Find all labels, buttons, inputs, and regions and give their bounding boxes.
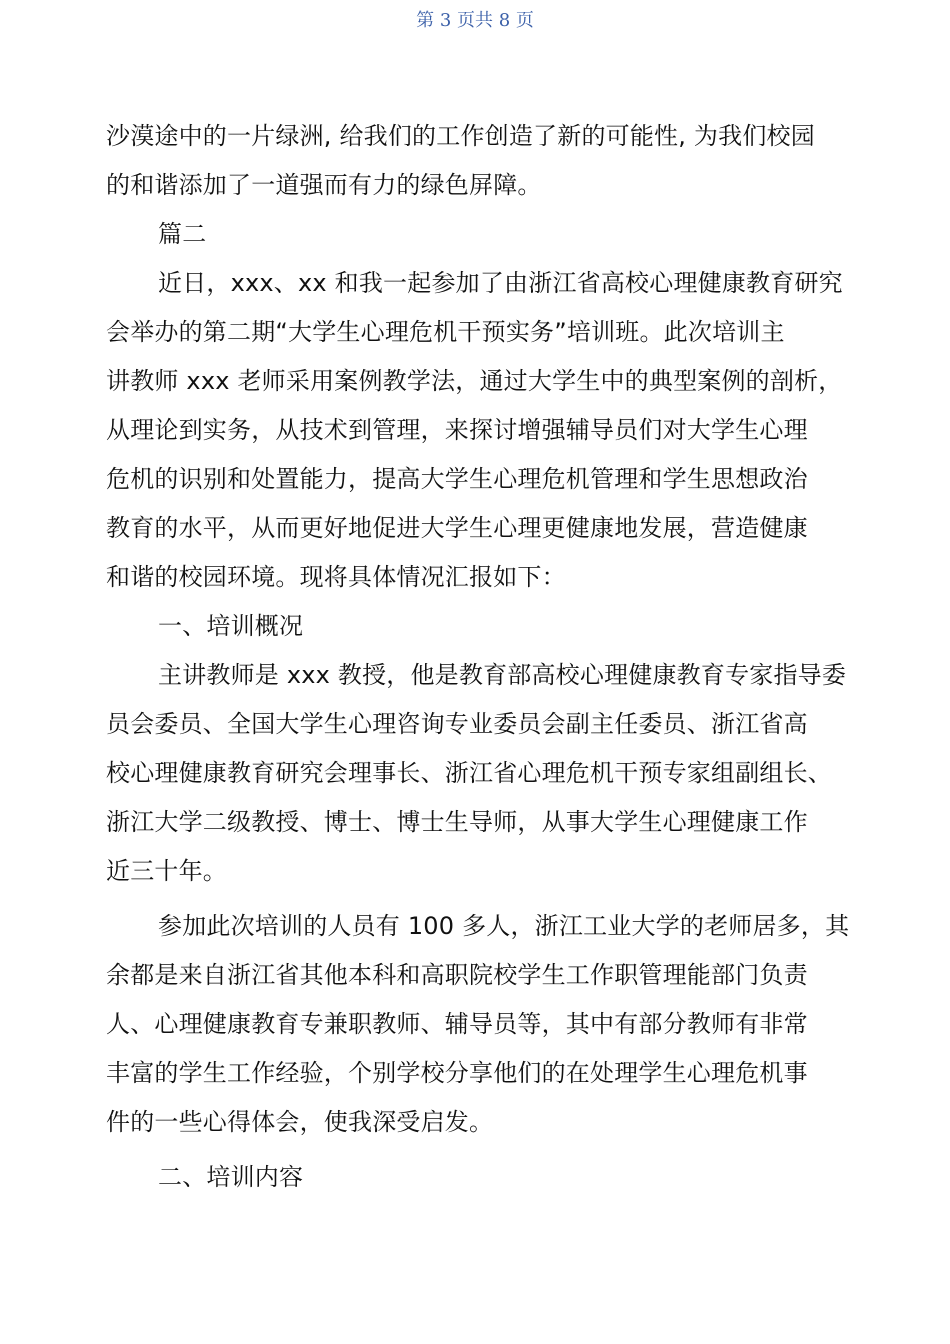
text-line: 危机的识别和处置能力，提高大学生心理危机管理和学生思想政治 bbox=[106, 465, 808, 493]
paragraph-participants bbox=[106, 902, 850, 1147]
text-line: 近三十年。 bbox=[106, 857, 227, 885]
text-line: 从理论到实务，从技术到管理，来探讨增强辅导员们对大学生心理 bbox=[106, 416, 808, 444]
text-line: 员会委员、全国大学生心理咨询专业委员会副主任委员、浙江省高 bbox=[106, 710, 808, 738]
text-line: 的和谐添加了一道强而有力的绿色屏障。 bbox=[106, 171, 542, 199]
heading-text: 二、培训内容 bbox=[158, 1163, 304, 1191]
paragraph-continuation bbox=[106, 112, 842, 210]
text-line: 校心理健康教育研究会理事长、浙江省心理危机干预专家组副组长、 bbox=[106, 759, 832, 787]
document-body bbox=[106, 112, 850, 1202]
paragraph-lecturer bbox=[106, 651, 847, 896]
section-heading-content bbox=[106, 1153, 842, 1202]
heading-text: 一、培训概况 bbox=[158, 612, 304, 640]
section-heading-overview bbox=[106, 602, 842, 651]
text-line: 讲教师 xxx 老师采用案例教学法，通过大学生中的典型案例的剖析， bbox=[106, 367, 843, 395]
paragraph-introduction bbox=[106, 259, 842, 602]
text-line: 主讲教师是 xxx 教授，他是教育部高校心理健康教育专家指导委 bbox=[158, 661, 847, 689]
text-line: 会举办的第二期“大学生心理危机干预实务”培训班。此次培训主 bbox=[106, 318, 785, 346]
text-line: 近日，xxx、xx 和我一起参加了由浙江省高校心理健康教育研究 bbox=[158, 269, 843, 297]
text-line: 参加此次培训的人员有 100 多人，浙江工业大学的老师居多，其 bbox=[158, 912, 850, 940]
text-line: 沙漠途中的一片绿洲, 给我们的工作创造了新的可能性, 为我们校园 bbox=[106, 122, 815, 150]
heading-text: 篇二 bbox=[158, 220, 207, 248]
section-heading-part-two bbox=[106, 210, 842, 259]
text-line: 余都是来自浙江省其他本科和高职院校学生工作职管理能部门负责 bbox=[106, 961, 808, 989]
text-line: 人、心理健康教育专兼职教师、辅导员等，其中有部分教师有非常 bbox=[106, 1010, 808, 1038]
text-line: 教育的水平，从而更好地促进大学生心理更健康地发展，营造健康 bbox=[106, 514, 808, 542]
text-line: 和谐的校园环境。现将具体情况汇报如下： bbox=[106, 563, 566, 591]
text-line: 丰富的学生工作经验，个别学校分享他们的在处理学生心理危机事 bbox=[106, 1059, 808, 1087]
text-line: 件的一些心得体会，使我深受启发。 bbox=[106, 1108, 494, 1136]
text-line: 浙江大学二级教授、博士、博士生导师，从事大学生心理健康工作 bbox=[106, 808, 808, 836]
page-indicator: 第 3 页共 8 页 bbox=[416, 10, 534, 31]
